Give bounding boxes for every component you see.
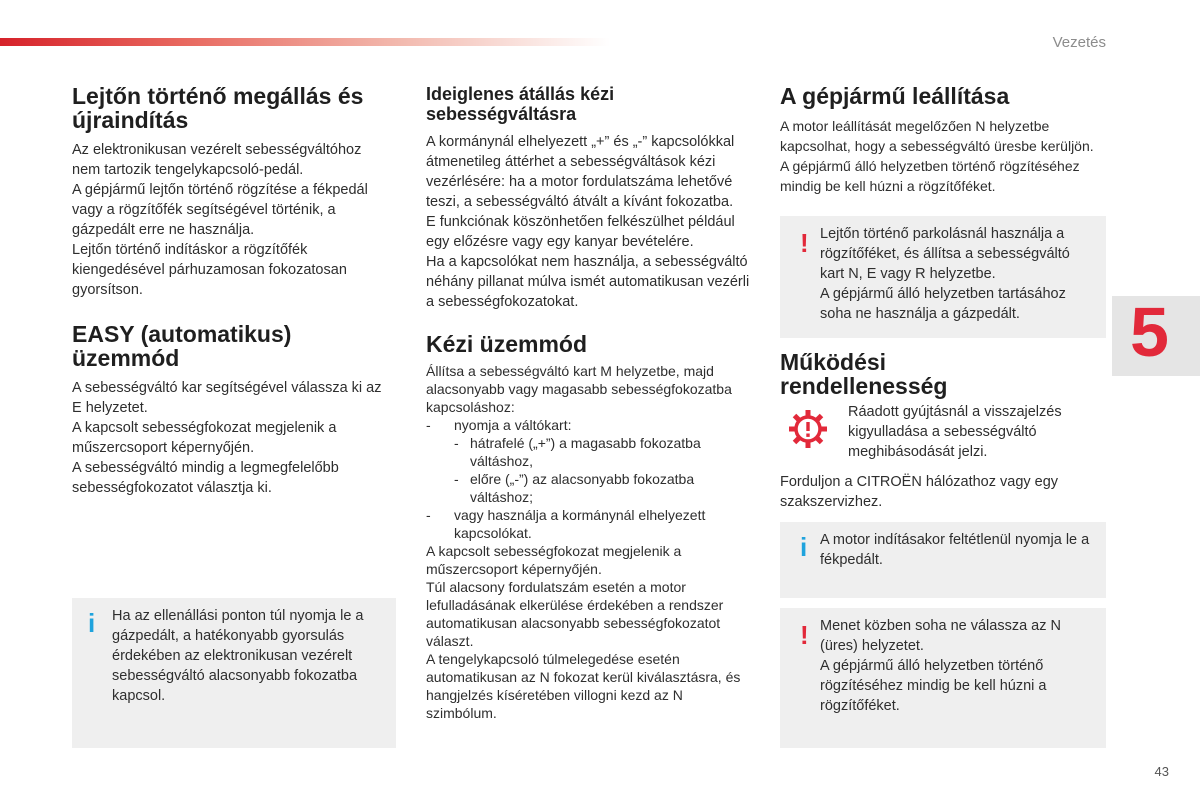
warning-text: A gépjármű álló helyzetben történő rögzítéséhez mindig be kell húzni a rögzítőféket. bbox=[820, 658, 1047, 714]
paragraph: A kapcsolt sebességfokozat megjelenik a műszercsoport képernyőjén. bbox=[72, 420, 337, 456]
paragraph: E funkciónak köszönhetően felkészülhet például egy előzésre vagy egy kanyar bevételére. bbox=[426, 214, 735, 250]
paragraph: A gépjármű lejtőn történő rögzítése a fékpedál vagy a rögzítőfék segítségével történik, a gázpedált erre ne használja. bbox=[72, 182, 368, 238]
column-left bbox=[72, 84, 392, 498]
heading-hill-stop: Lejtőn történő megállás és újraindítás bbox=[72, 83, 364, 133]
info-icon: i bbox=[88, 608, 96, 638]
column-right bbox=[780, 84, 1106, 196]
info-icon: i bbox=[800, 532, 808, 562]
paragraph: A sebességváltó kar segítségével válassza ki az E helyzetet. bbox=[72, 380, 382, 416]
paragraph: Ráadott gyújtásnál a visszajelzés kigyulladása a sebességváltó meghibásodását jelzi. bbox=[848, 404, 1062, 460]
info-box-brake bbox=[780, 522, 1106, 598]
paragraph: Túl alacsony fordulatszám esetén a motor lefulladásának elkerülése érdekében a rendszer automatikusan alacsonyabb sebességfokozatot választ. bbox=[426, 579, 724, 649]
fault-description bbox=[848, 402, 1106, 462]
warning-box-parking bbox=[780, 216, 1106, 338]
paragraph: A motor leállítását megelőzően N helyzetbe kapcsolhat, hogy a sebességváltó üresbe kerüljön. bbox=[780, 118, 1094, 154]
paragraph: Forduljon a CITROËN hálózathoz vagy egy szakszervizhez. bbox=[780, 474, 1059, 510]
warning-icon: ! bbox=[800, 228, 809, 258]
warning-text: A gépjármű álló helyzetben tartásához soha ne használja a gázpedált. bbox=[820, 286, 1066, 322]
list-item: - nyomja a váltókart: bbox=[426, 417, 572, 433]
info-text: A motor indításakor feltétlenül nyomja le a fékpedált. bbox=[820, 532, 1090, 568]
info-text: Ha az ellenállási ponton túl nyomja le a gázpedált, a hatékonyabb gyorsulás érdekében az elektronikusan vezérelt sebességváltó alacsonyabb fokozatba kapcsol. bbox=[112, 608, 364, 704]
chapter-tab bbox=[1112, 293, 1200, 376]
header-color-bar bbox=[0, 38, 610, 46]
paragraph: Az elektronikusan vezérelt sebességváltóhoz nem tartozik tengelykapcsoló-pedál. bbox=[72, 142, 362, 178]
warning-box-neutral bbox=[780, 608, 1106, 748]
paragraph: A sebességváltó mindig a legmegfelelőbb sebességfokozatot választja ki. bbox=[72, 460, 339, 496]
warning-text: Lejtőn történő parkolásnál használja a rögzítőféket, és állítsa a sebességváltó kart N, E vagy R helyzetbe. bbox=[820, 226, 1070, 282]
paragraph: A tengelykapcsoló túlmelegedése esetén automatikusan az N fokozat kerül kiválasztásra, és hangjelzés kíséretében villogni kezd az N szimbólum. bbox=[426, 651, 741, 721]
column-middle bbox=[426, 84, 756, 722]
warning-icon: ! bbox=[800, 620, 809, 650]
list-item: - vagy használja a kormánynál elhelyezett kapcsolókat. bbox=[426, 507, 706, 541]
paragraph: Lejtőn történő indításkor a rögzítőfék kiengedésével párhuzamosan fokozatosan gyorsítson. bbox=[72, 242, 347, 298]
paragraph: Állítsa a sebességváltó kart M helyzetbe, majd alacsonyabb vagy magasabb sebességfokozatba kapcsoláshoz: bbox=[426, 363, 732, 415]
paragraph: A gépjármű álló helyzetben történő rögzítéséhez mindig be kell húzni a rögzítőféket. bbox=[780, 158, 1080, 194]
page-number: 43 bbox=[1154, 764, 1169, 779]
heading-manual-mode: Kézi üzemmód bbox=[426, 331, 588, 357]
paragraph: A kapcsolt sebességfokozat megjelenik a műszercsoport képernyőjén. bbox=[426, 543, 682, 577]
heading-malfunction: Működési rendellenesség bbox=[780, 349, 948, 399]
fault-advice bbox=[780, 472, 1106, 512]
gearbox-fault-icon bbox=[786, 407, 830, 451]
paragraph: A kormánynál elhelyezett „+” és „-” kapcsolókkal átmenetileg áttérhet a sebességváltások kézi vezérlésére: ha a motor fordulatszáma lehetővé teszi, a sebességváltó átvált a kívánt fokozatba. bbox=[426, 134, 735, 210]
info-box-kickdown bbox=[72, 598, 396, 748]
heading-manual-override: Ideiglenes átállás kézi sebességváltásra bbox=[426, 84, 615, 124]
list-item: - előre („-”) az alacsonyabb fokozatba váltáshoz; bbox=[454, 471, 695, 505]
heading-easy-mode: EASY (automatikus) üzemmód bbox=[72, 321, 292, 371]
fault-section bbox=[780, 350, 980, 398]
chapter-number: 5 bbox=[1130, 293, 1169, 371]
warning-text: Menet közben soha ne válassza az N (üres) helyzetet. bbox=[820, 618, 1061, 654]
paragraph: Ha a kapcsolókat nem használja, a sebességváltó néhány pillanat múlva ismét automatikusan vezérli a sebességfokozatokat. bbox=[426, 254, 750, 310]
list-item: - hátrafelé („+”) a magasabb fokozatba váltáshoz, bbox=[454, 435, 701, 469]
section-title: Vezetés bbox=[1052, 34, 1106, 51]
heading-stopping-vehicle: A gépjármű leállítása bbox=[780, 83, 1010, 109]
